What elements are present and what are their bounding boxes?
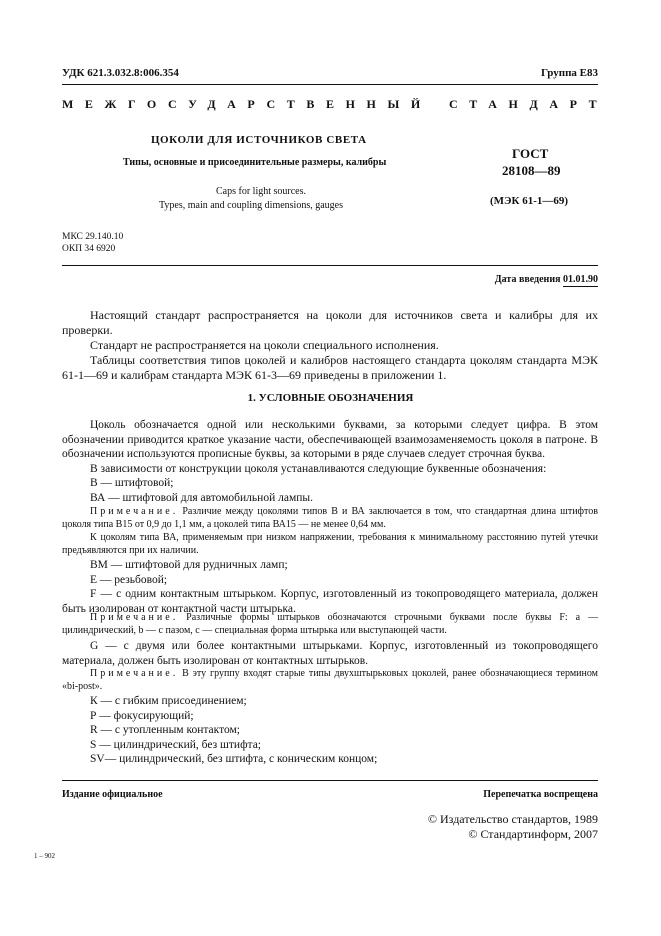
- group-code: Группа Е83: [540, 67, 598, 79]
- item-bm: ВМ — штифтовой для рудничных ламп;: [90, 559, 288, 571]
- intro-date: [495, 274, 598, 285]
- note-label: Примечание.: [90, 612, 179, 623]
- intro-paragraph: Стандарт не распространяется на цоколи специального исполнения.: [90, 338, 439, 352]
- definition-paragraph: Цоколь обозначается одной или несколькими буквами, за которыми следует цифра. В этом обозначении приводится краткое указание части, обеспечивающей взаимозаменяемость цоколя в патроне. В обозначении используются прописные буквы, за которыми в ряде случаев следует строчная буква.: [62, 419, 598, 460]
- note1-text: Различие между цоколями типов В и ВА заключается в том, что стандартная длина штифтов цоколя типа В15 от 0,9 до 1,1 мм, а цоколей типа ВА15 — не менее 0,64 мм.: [62, 506, 598, 530]
- section-heading: 1. УСЛОВНЫЕ ОБОЗНАЧЕНИЯ: [247, 392, 414, 404]
- title-ru: ЦОКОЛИ ДЛЯ ИСТОЧНИКОВ СВЕТА: [151, 134, 367, 146]
- note1-block: [62, 505, 598, 557]
- item-f: F — с одним контактным штырьком. Корпус, изготовленный из токопроводящего материала, должен быть изолирован от контактной части штырька.: [62, 588, 598, 615]
- date-rule: [62, 265, 598, 266]
- footer-rule: [62, 780, 598, 781]
- title-en-line1: Caps for light sources.: [216, 186, 306, 197]
- note-label: Примечание.: [90, 668, 179, 679]
- note1b: К цоколям типа ВА, применяемым при низком напряжении, требования к минимальному расстоянию путей утечки предъявляются при их наличии.: [62, 532, 598, 556]
- note3-text: В эту группу входят старые типы двухштырьковых цоколей, ранее обозначающиеся термином «bi-post».: [62, 668, 598, 692]
- header-rule: [62, 84, 598, 85]
- official-edition: Издание официальное: [62, 789, 163, 800]
- section1-block1: [62, 418, 598, 505]
- gost-number: 28108—89: [502, 163, 561, 178]
- item-sv: SV— цилиндрический, без штифта, с коническим концом;: [90, 753, 378, 765]
- section1-block3: [62, 639, 598, 668]
- item-b: В — штифтовой;: [90, 477, 174, 489]
- banner-interstate: МЕЖГОСУДАРСТВЕННЫЙ: [62, 97, 432, 111]
- note2-text: Различные формы штырьков обозначаются строчными буквами после буквы F: a — цилиндрический, b — с пазом, c — специальная форма штырька или выступающей части.: [62, 612, 598, 636]
- section1-block2: [62, 558, 598, 616]
- copyright-2007: © Стандартинформ, 2007: [468, 827, 598, 841]
- definition-intro: В зависимости от конструкции цоколя устанавливаются следующие буквенные обозначения:: [90, 462, 547, 475]
- intro-paragraph: Таблицы соответствия типов цоколей и калибров настоящего стандарта цоколям стандарта МЭК 61-1—69 и калибрам стандарта МЭК 61-3—69 приведены в приложении 1.: [62, 353, 598, 382]
- page-code: 1 – 902: [34, 852, 55, 860]
- subtitle-ru: Типы, основные и присоединительные размеры, калибры: [123, 157, 387, 168]
- item-p: Р — фокусирующий;: [90, 709, 194, 722]
- note3: [62, 667, 598, 693]
- note2-block: [62, 611, 598, 637]
- banner-standard: СТАНДАРТ: [449, 97, 609, 111]
- note1: [62, 505, 598, 531]
- item-g: G — с двумя или более контактными штырьками. Корпус, изготовленный из токопроводящего материала, должен быть изолирован от контактных штырьков.: [62, 640, 598, 667]
- mks-code: МКС 29.140.10: [62, 232, 124, 242]
- intro-block: [62, 308, 598, 383]
- copyright-1989: © Издательство стандартов, 1989: [427, 812, 598, 826]
- note3-block: [62, 667, 598, 693]
- item-ba: ВА — штифтовой для автомобильной лампы.: [90, 491, 313, 504]
- item-r: R — с утопленным контактом;: [90, 724, 240, 736]
- iec-reference: (МЭК 61-1—69): [490, 195, 569, 207]
- note-label: Примечание.: [90, 506, 179, 517]
- section1-block4: [62, 694, 598, 767]
- item-s: S — цилиндрический, без штифта;: [90, 738, 261, 751]
- title-en-line2: Types, main and coupling dimensions, gauges: [159, 200, 343, 211]
- okp-code: ОКП 34 6920: [62, 244, 116, 254]
- intro-paragraph: Настоящий стандарт распространяется на цоколи для источников света и калибры для их проверки.: [62, 308, 598, 337]
- intro-date-value: 01.01.90: [563, 274, 598, 285]
- reprint-notice: Перепечатка воспрещена: [483, 789, 598, 800]
- item-e: Е — резьбовой;: [90, 573, 168, 586]
- note2: [62, 611, 598, 637]
- udk-code: УДК 621.3.032.8:006.354: [62, 67, 179, 79]
- intro-date-label: Дата введения: [494, 274, 561, 285]
- item-k: К — с гибким присоединением;: [90, 695, 247, 707]
- gost-label: ГОСТ: [512, 146, 549, 161]
